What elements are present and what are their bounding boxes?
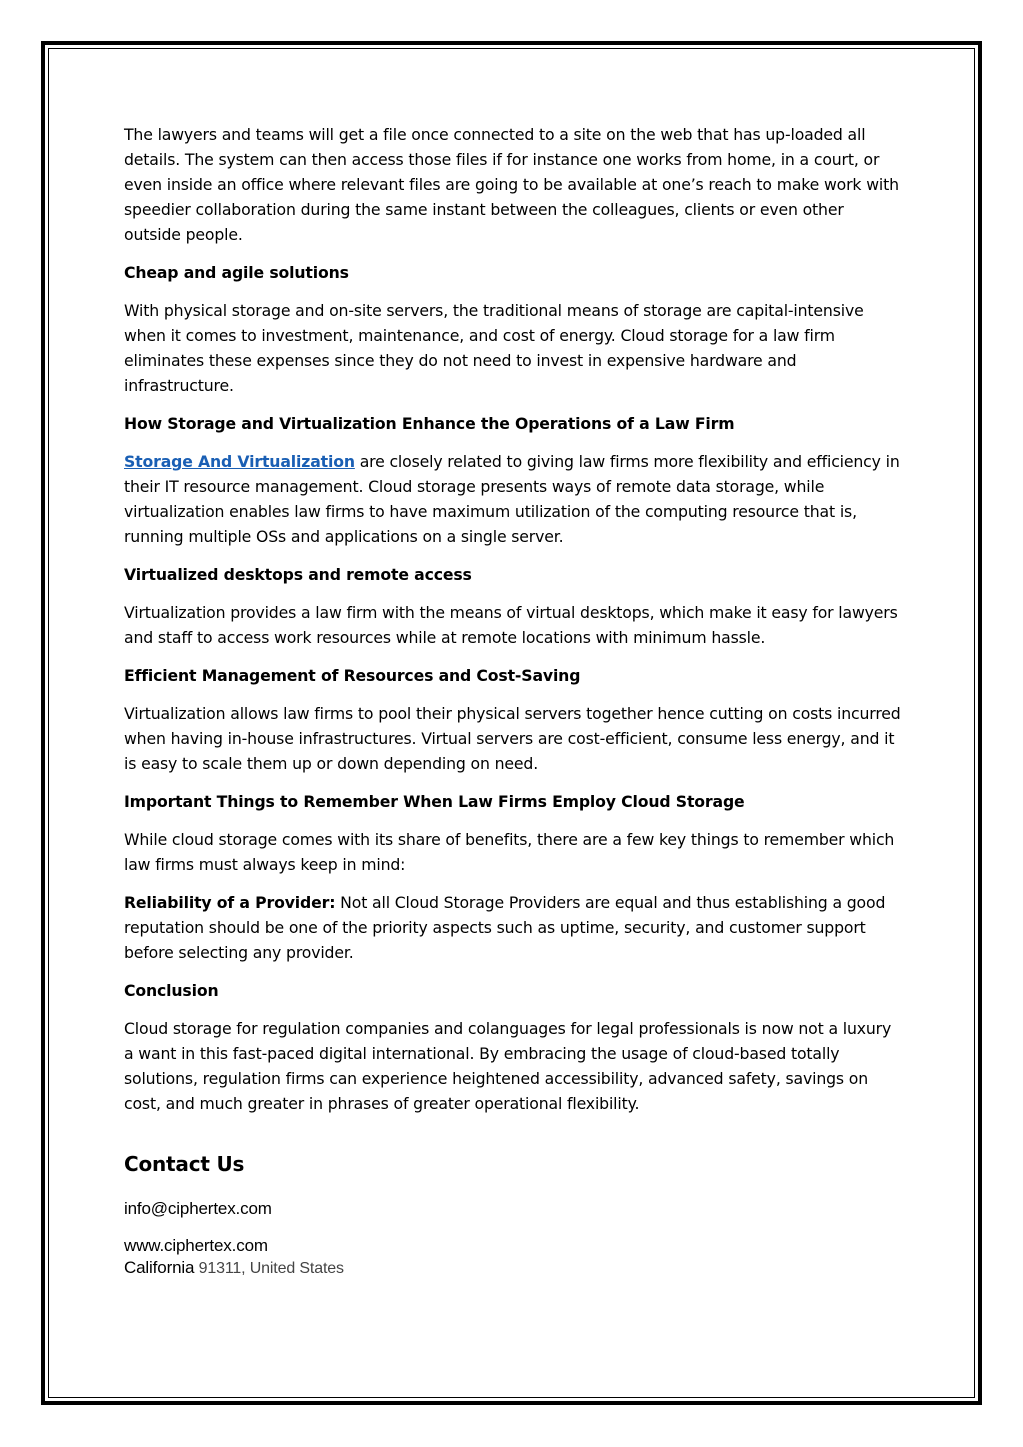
paragraph-storage-virtualization <box>124 449 904 549</box>
contact-title: Contact Us <box>124 1152 245 1176</box>
heading-storage-virtualization: How Storage and Virtualization Enhance the Operations of a Law Firm <box>124 414 735 433</box>
paragraph-important-things: While cloud storage comes with its share of benefits, there are a few key things to remember which law firms must always keep in mind: <box>124 830 895 874</box>
paragraph-reliability <box>124 890 904 965</box>
intro-paragraph: The lawyers and teams will get a file once connected to a site on the web that has up-loaded all details. The system can then access those files if for instance one works from home, in a court, or even inside an office where relevant files are going to be available at one’s reach to make work with speedier collaboration during the same instant between the colleagues, clients or even other outside people. <box>124 125 899 244</box>
contact-website[interactable]: www.ciphertex.com <box>124 1236 268 1255</box>
document-body <box>124 122 904 1129</box>
heading-efficient-management: Efficient Management of Resources and Cost-Saving <box>124 666 581 685</box>
reliability-text: Not all Cloud Storage Providers are equal and thus establishing a good reputation should be one of the priority aspects such as uptime, security, and customer support before selecting any provider. <box>124 893 886 962</box>
paragraph-cheap-agile: With physical storage and on-site servers, the traditional means of storage are capital-intensive when it comes to investment, maintenance, and cost of energy. Cloud storage for a law firm eliminates these expenses since they do not need to invest in expensive hardware and infrastructure. <box>124 301 864 395</box>
heading-virtual-desktops: Virtualized desktops and remote access <box>124 565 472 584</box>
heading-cheap-agile: Cheap and agile solutions <box>124 263 349 282</box>
storage-virtualization-link[interactable]: Storage And Virtualization <box>124 452 355 471</box>
contact-state: California <box>124 1258 195 1277</box>
paragraph-efficient-management: Virtualization allows law firms to pool their physical servers together hence cutting on costs incurred when having in-house infrastructures. Virtual servers are cost-efficient, consume less energy, and it is easy to scale them up or down depending on need. <box>124 704 901 773</box>
reliability-lead: Reliability of a Provider: <box>124 893 336 912</box>
paragraph-virtual-desktops: Virtualization provides a law firm with the means of virtual desktops, which make it easy for lawyers and staff to access work resources while at remote locations with minimum hassle. <box>124 603 898 647</box>
contact-address <box>124 1258 344 1279</box>
paragraph-conclusion: Cloud storage for regulation companies and colanguages for legal professionals is now not a luxury a want in this fast-paced digital international. By embracing the usage of cloud-based totally solutions, regulation firms can experience heightened accessibility, advanced safety, savings on cost, and much greater in phrases of greater operational flexibility. <box>124 1019 892 1113</box>
contact-zip-country: 91311, United States <box>194 1260 344 1277</box>
storage-virtualization-text: are closely related to giving law firms more flexibility and efficiency in their IT resource management. Cloud storage presents ways of remote data storage, while virtualization enables law firms to have maximum utilization of the computing resource that is, running multiple OSs and applications on a single server. <box>124 452 900 546</box>
contact-email[interactable]: info@ciphertex.com <box>124 1199 272 1218</box>
heading-important-things: Important Things to Remember When Law Firms Employ Cloud Storage <box>124 792 745 811</box>
heading-conclusion: Conclusion <box>124 981 219 1000</box>
